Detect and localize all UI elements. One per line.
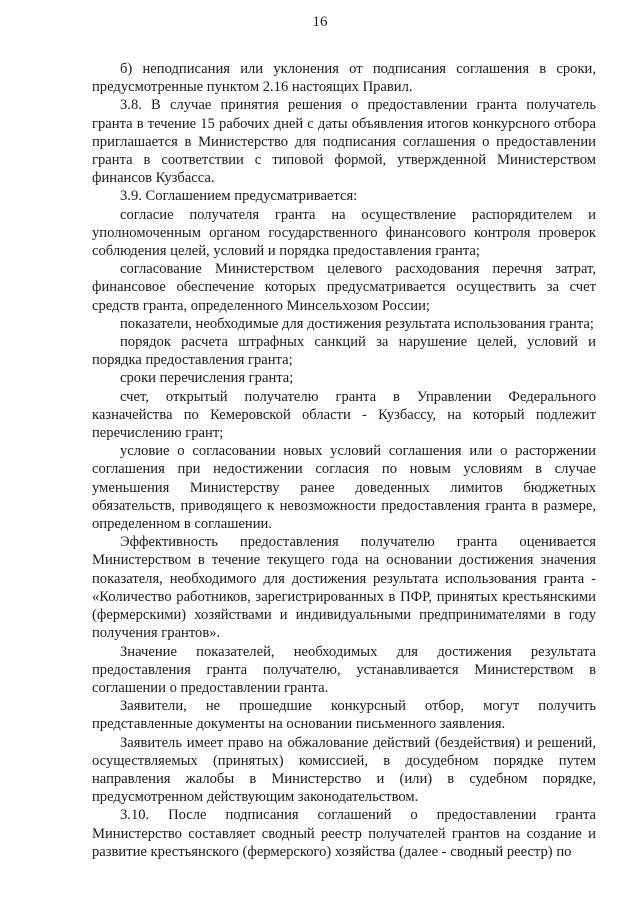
list-item-indicators: показатели, необходимые для достижения результата использования гранта; (120, 315, 594, 332)
paragraph-3-10: 3.10. После подписания соглашений о предоставлении гранта Министерство составляет сводный реестр получателей грантов на создание и развитие крестьянского (фермерского) хозяйства (далее - сводный реестр) по (92, 807, 596, 860)
page-number: 16 (312, 14, 328, 30)
paragraph-3-9: 3.9. Соглашением предусматривается: (120, 188, 358, 205)
paragraph-appeal-right: Заявитель имеет право на обжалование действий (бездействия) и решений, осуществляемых (принятых) комиссией, в досудебном порядке путем направления жалобы в Министерство и (или) в судебном порядке, предусмотренном действующим законодательством. (92, 734, 596, 806)
list-item-new-conditions: условие о согласовании новых условий соглашения или о расторжении соглашения при недостижении согласия по новым условиям в случае уменьшения Министерству ранее доведенных лимитов бюджетных обязательств, приводящего к невозможности предоставления гранта в размере, определенном в соглашении. (92, 443, 596, 533)
paragraph-3-8: 3.8. В случае принятия решения о предоставлении гранта получатель гранта в течение 15 рабочих дней с даты объявления итогов конкурсного отбора приглашается в Министерство для подписания соглашения о предоставлении гранта в соответствии с типовой формой, утвержденной Министерством финансов Кузбасса. (92, 97, 596, 187)
list-item-expense-approval: согласование Министерством целевого расходования перечня затрат, финансовое обеспечение которых предусматривается осуществить за счет средств гранта, определенного Минсельхозом России; (92, 261, 596, 314)
list-item-transfer-terms: сроки перечисления гранта; (120, 370, 294, 387)
list-item-penalties: порядок расчета штрафных санкций за нарушение целей, условий и порядка предоставления гранта; (92, 334, 596, 369)
list-item-control-consent: согласие получателя гранта на осуществление распорядителем и уполномоченным органом государственного финансового контроля проверок соблюдения целей, условий и порядка предоставления гранта; (92, 206, 596, 260)
paragraph-efficiency: Эффективность предоставления получателю гранта оценивается Министерством в течение текущего года на основании достижения значения показателя, необходимого для достижения результата использования гранта - «Количество работников, зарегистрированных в ПФР, принятых крестьянскими (фермерскими) хозяйствами и индивидуальными предпринимателями в году получения грантов». (92, 534, 596, 642)
paragraph-3-7-b: б) неподписания или уклонения от подписания соглашения в сроки, предусмотренные пунктом 2.16 настоящих Правил. (92, 61, 596, 96)
list-item-treasury-account: счет, открытый получателю гранта в Управлении Федерального казначейства по Кемеровской области - Кузбассу, на который подлежит перечислению грант; (92, 388, 596, 442)
document-body (92, 60, 596, 861)
paragraph-rejected-applicants: Заявители, не прошедшие конкурсный отбор, могут получить представленные документы на основании письменного заявления. (92, 698, 596, 733)
paragraph-indicator-values: Значение показателей, необходимых для достижения результата предоставления гранта получателю, устанавливается Министерством в соглашении о предоставлении гранта. (92, 643, 596, 696)
